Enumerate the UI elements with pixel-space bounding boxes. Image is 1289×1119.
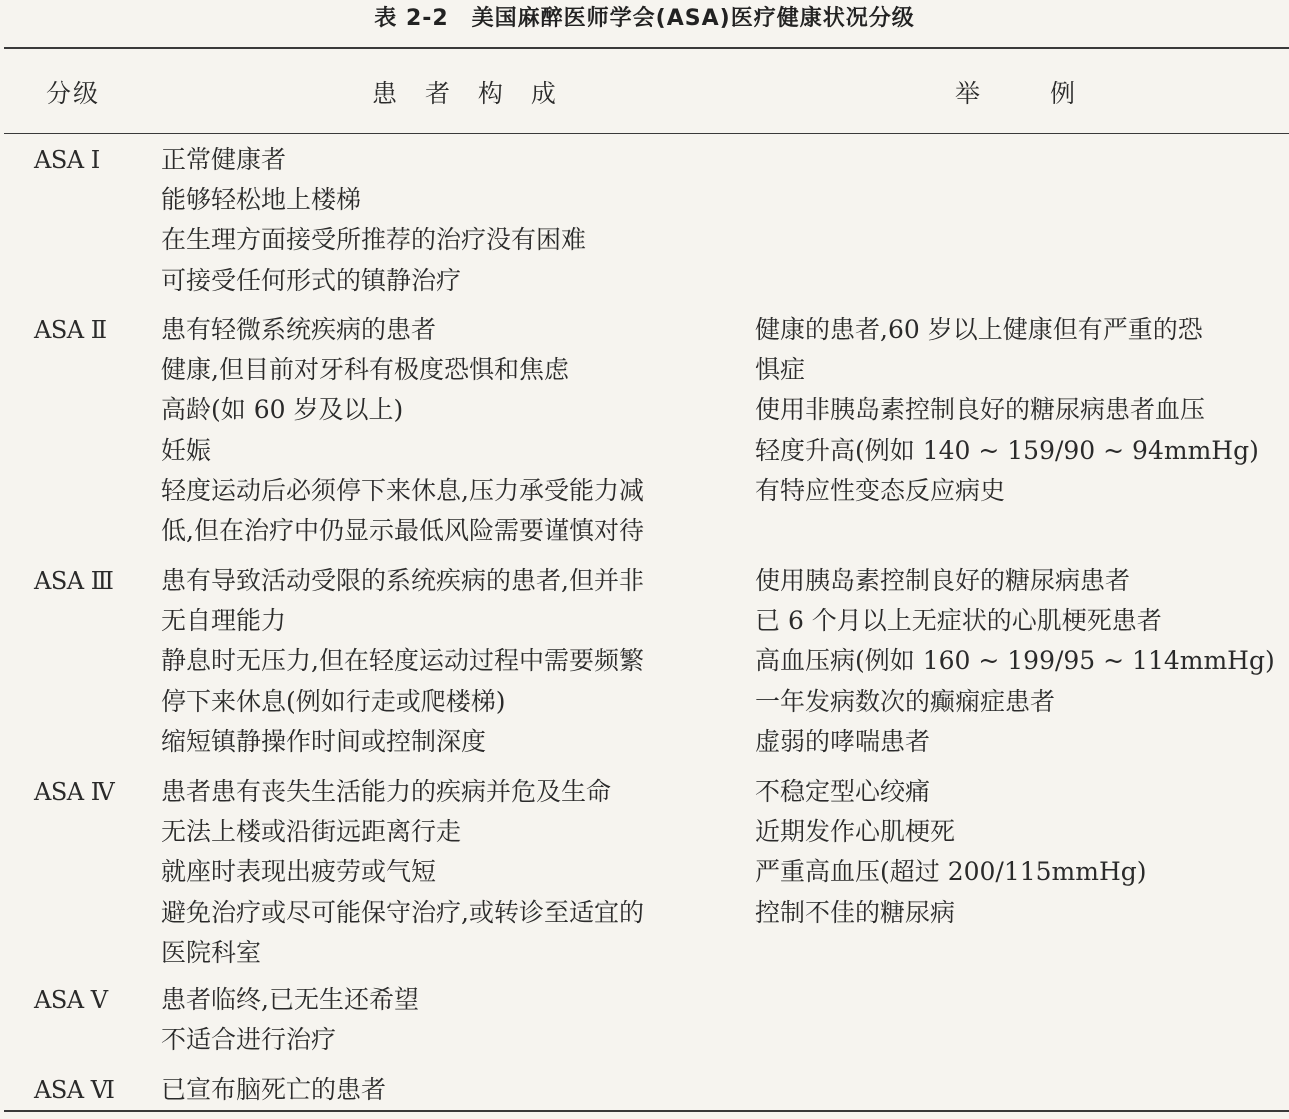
composition-line: 高龄(如 60 岁及以上) [161, 395, 404, 425]
composition-line: 正常健康者 [161, 145, 287, 174]
example-line: 一年发病数次的癫痫症患者 [755, 686, 1056, 716]
example-line: 高血压病(例如 160 ~ 199/95 ~ 114mmHg) [755, 646, 1275, 676]
composition-line: 患者临终,已无生还希望 [161, 985, 419, 1014]
example-line: 控制不佳的糖尿病 [755, 897, 956, 927]
header-examples [955, 74, 1075, 114]
example-line: 惧症 [755, 355, 806, 385]
examples-asa-2 [755, 310, 1285, 511]
composition-line: 低,但在治疗中仍显示最低风险需要谨慎对待 [161, 516, 644, 546]
composition-line: 患有轻微系统疾病的患者 [161, 315, 437, 344]
composition-asa-6 [161, 1070, 741, 1110]
table-top-rule [4, 47, 1289, 49]
header-grade: 分级 [46, 79, 101, 108]
table-header-rule [4, 133, 1289, 134]
example-line: 不稳定型心绞痛 [755, 777, 931, 806]
composition-line: 妊娠 [161, 435, 212, 465]
examples-asa-4 [755, 772, 1285, 933]
composition-asa-5 [161, 980, 741, 1060]
grade-asa-3: ASA Ⅲ [34, 567, 114, 595]
grade-asa-1: ASA Ⅰ [34, 146, 100, 174]
composition-line: 停下来休息(例如行走或爬楼梯) [161, 686, 506, 716]
composition-asa-3 [161, 561, 741, 762]
grade-asa-6: ASA Ⅵ [34, 1076, 115, 1104]
composition-line: 可接受任何形式的镇静治疗 [161, 265, 462, 295]
grade-asa-4: ASA Ⅳ [34, 778, 115, 806]
grade-asa-5: ASA Ⅴ [34, 986, 108, 1014]
composition-line: 避免治疗或尽可能保守治疗,或转诊至适宜的 [161, 897, 644, 927]
composition-line: 不适合进行治疗 [161, 1025, 337, 1055]
example-line: 健康的患者,60 岁以上健康但有严重的恐 [755, 315, 1203, 344]
header-examples-right: 例 [1050, 79, 1076, 108]
header-composition: 患 者 构 成 [372, 79, 566, 108]
table-bottom-rule [4, 1110, 1289, 1112]
example-line: 轻度升高(例如 140 ~ 159/90 ~ 94mmHg) [755, 435, 1259, 465]
composition-asa-2 [161, 310, 741, 551]
example-line: 近期发作心肌梗死 [755, 817, 956, 847]
example-line: 有特应性变态反应病史 [755, 475, 1006, 505]
examples-asa-3 [755, 561, 1285, 762]
header-examples-left: 举 [955, 79, 981, 108]
composition-line: 轻度运动后必须停下来休息,压力承受能力减 [161, 475, 644, 505]
composition-line: 能够轻松地上楼梯 [161, 185, 362, 215]
grade-asa-2: ASA Ⅱ [34, 316, 107, 344]
composition-asa-4 [161, 772, 741, 973]
example-line: 已 6 个月以上无症状的心肌梗死患者 [755, 606, 1162, 636]
composition-line: 患者患有丧失生活能力的疾病并危及生命 [161, 777, 612, 806]
composition-line: 缩短镇静操作时间或控制深度 [161, 726, 487, 756]
example-line: 使用非胰岛素控制良好的糖尿病患者血压 [755, 395, 1206, 425]
example-line: 虚弱的哮喘患者 [755, 726, 931, 756]
composition-line: 在生理方面接受所推荐的治疗没有困难 [161, 225, 587, 255]
example-line: 使用胰岛素控制良好的糖尿病患者 [755, 566, 1131, 595]
example-line: 严重高血压(超过 200/115mmHg) [755, 857, 1147, 887]
composition-line: 患有导致活动受限的系统疾病的患者,但并非 [161, 566, 644, 595]
table-title: 表 2-2 美国麻醉医师学会(ASA)医疗健康状况分级 [374, 6, 915, 31]
composition-line: 无自理能力 [161, 606, 287, 636]
composition-asa-1 [161, 140, 741, 301]
composition-line: 无法上楼或沿街远距离行走 [161, 817, 462, 847]
composition-line: 静息时无压力,但在轻度运动过程中需要频繁 [161, 646, 644, 676]
composition-line: 健康,但目前对牙科有极度恐惧和焦虑 [161, 355, 569, 385]
composition-line: 就座时表现出疲劳或气短 [161, 857, 437, 887]
composition-line: 已宣布脑死亡的患者 [161, 1075, 387, 1104]
composition-line: 医院科室 [161, 937, 262, 967]
